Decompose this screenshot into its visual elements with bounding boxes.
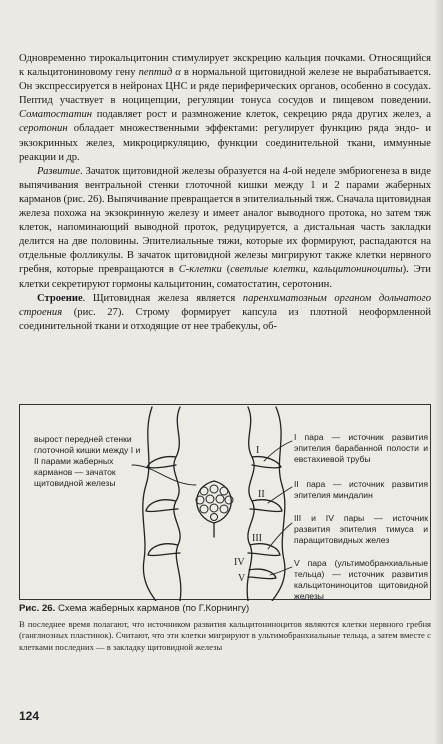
label-pair-5: V пара (ультимобранхиальные тельца) — источник развития кальцитониноцитов щитовидной железы: [294, 558, 428, 601]
caption-text: Схема жаберных карманов (по Г.Корнингу): [55, 603, 250, 614]
text-run: в нормальной щитовидной железе не вырабатывается. Он экспрессируется в нейронах ЦНС и ряде периферических органов, особенно в сосудах. Пептид участвует в ноцицепции, регуляции тонуса сосудов и пищевом поведении.: [19, 67, 431, 107]
text-run: обладает множественными эффектами: регулирует функцию ряда эндо- и экзокринных желез, микроциркуляцию, функции соединительной ткани, иммунные реакции и др.: [19, 123, 431, 163]
text-run: ). Эти клетки секретируют гормоны кальцитонин, соматостатин, серотонин.: [19, 264, 431, 290]
text-run: (рис. 27). Строму формирует капсула из плотной неоформленной соединительной ткани и отходящие от нее трабекулы, об-: [19, 306, 431, 332]
page-edge-shadow: [434, 0, 443, 744]
pouch-right-3: [248, 544, 280, 556]
figure-caption: [19, 603, 431, 614]
page-number: 124: [19, 709, 40, 723]
label-pair-3-4: III и IV пары — источник развития эпителия тимуса и паращитовидных желез: [294, 513, 428, 545]
pouch-right-2: [250, 500, 282, 512]
caption-prefix: Рис. 26.: [19, 603, 56, 614]
pointer-r2: [268, 487, 292, 503]
italic-term: светлые клетки, кальцитониноциты: [230, 264, 403, 276]
numeral-IV: IV: [234, 557, 245, 568]
text-run: (: [221, 264, 231, 276]
numeral-V: V: [238, 573, 246, 584]
numeral-II: II: [258, 489, 265, 500]
lumen-left-contour: [174, 407, 181, 601]
pouch-left-3: [148, 544, 180, 556]
figure-26: [19, 404, 431, 600]
text-run: . Щитовидная железа является: [82, 292, 243, 304]
thyroid-rudiment: [196, 481, 233, 523]
paragraph-1: [19, 52, 431, 165]
label-thyroid-rudiment: вырост передней стенки глоточной кишки между I и II парами жаберных карманов — зачаток щитовидной железы: [34, 434, 141, 488]
italic-term: пептид α: [138, 67, 181, 79]
label-pair-2: II пара — источник развития эпителия миндалин: [294, 479, 428, 500]
pointer-r4: [270, 567, 292, 575]
paragraph-2: [19, 165, 431, 292]
lumen-right-contour: [247, 407, 254, 601]
italic-term: паренхиматозным органом дольчатого строения: [19, 292, 431, 318]
pouch-left-1: [147, 457, 176, 468]
label-pair-1: I пара — источник развития эпителия барабанной полости и евстахиевой трубы: [294, 432, 428, 464]
numeral-III: III: [252, 533, 262, 544]
figure-note: В последнее время полагают, что источником развития кальцитониноцитов являются клетки нервного гребня (ганглиозных пластинок). Считают, что эти клетки мигрируют в ультимобранхиальные тельца, а затем вместе с клетками последних — в закладку щитовидной железы: [19, 619, 431, 652]
italic-term: Соматостатин: [19, 109, 93, 121]
italic-term: С-клетки: [178, 264, 222, 276]
paragraph-3: [19, 292, 431, 334]
italic-term: Развитие: [37, 165, 81, 177]
text-run: Одновременно тирокальцитонин стимулирует экскрецию кальция почками. Относящийся к кальцитониновому гену: [19, 53, 431, 79]
italic-term: серотонин: [19, 123, 68, 135]
pointer-r3: [268, 523, 292, 549]
text-run: . Зачаток щитовидной железы образуется на 4-ой неделе эмбриогенеза в виде выпячивания вентральной стенки глоточной кишки между 1 и 2 парами жаберных карманов (рис. 26). Выпячивание превращается в эпителиальный тяж. Сначала щитовидная железа похожа на экзокринную железу и имеет аналог выводного протока, но затем тяж клеток, напоминающий выводной проток, редуцируется, а дистальная часть закладки делится на две половины. Эпителиальные тяжи, которые их формируют, распадаются на отдельные фолликулы. В зачаток щитовидной железы мигрируют также клетки нервного гребня, которые превращаются в: [19, 165, 431, 276]
pouch-left-2: [146, 500, 178, 512]
body-text: [19, 52, 431, 334]
numeral-I: I: [256, 445, 260, 456]
pouch-right-4: [248, 569, 276, 579]
text-run: подавляет рост и размножение клеток, секрецию ряда других желез, а: [92, 109, 431, 121]
bold-term: Строение: [37, 292, 83, 304]
pharynx-left-wall: [143, 407, 156, 601]
